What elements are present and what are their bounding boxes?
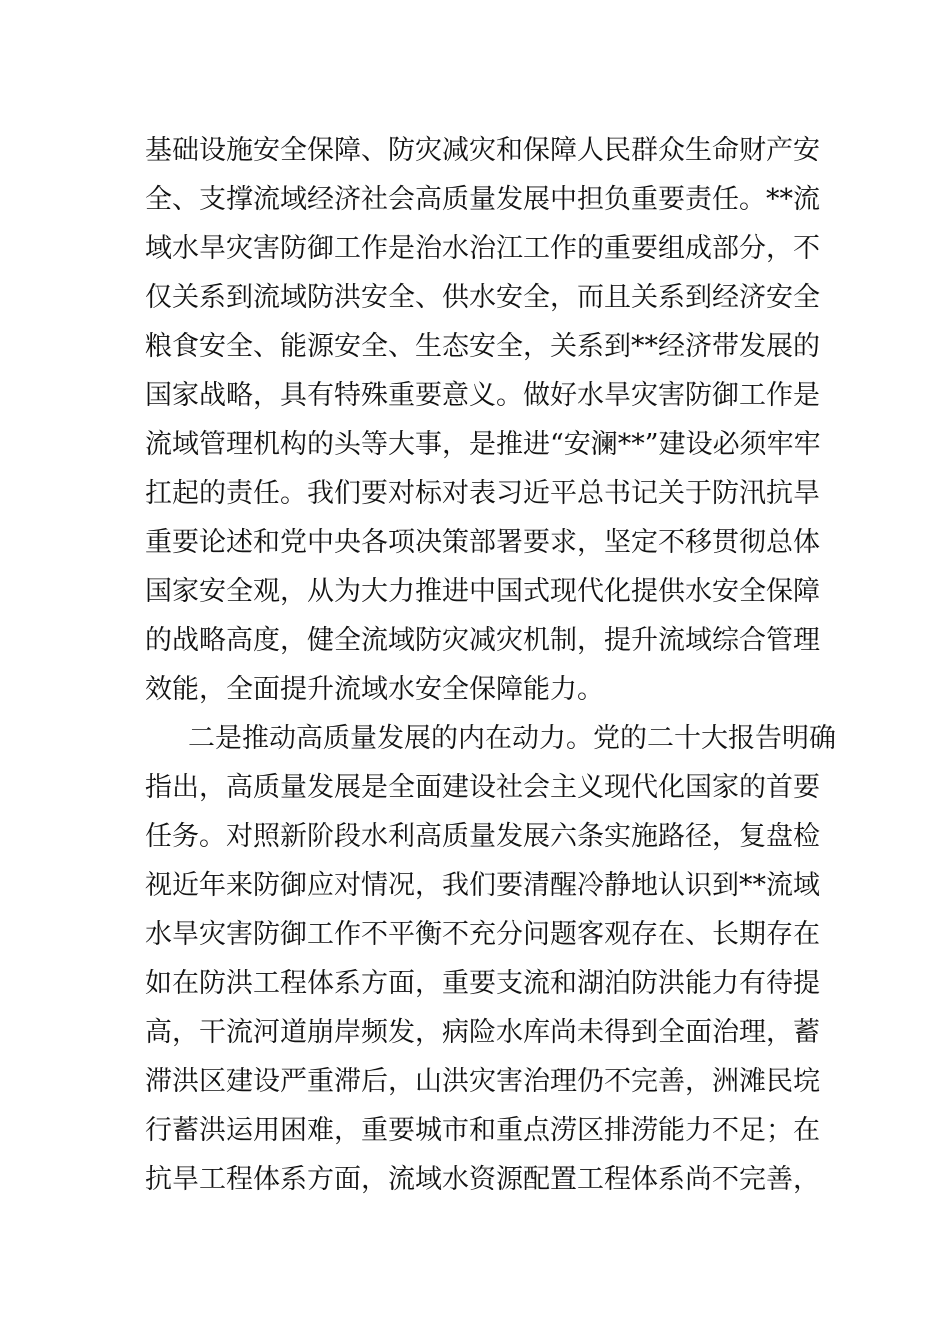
text-line: 扛起的责任。我们要对标对表习近平总书记关于防汛抗旱 (145, 478, 820, 509)
text-line: 任务。对照新阶段水利高质量发展六条实施路径，复盘检 (145, 821, 820, 852)
text-line: 域水旱灾害防御工作是治水治江工作的重要组成部分，不 (145, 233, 820, 264)
text-line: 效能，全面提升流域水安全保障能力。 (145, 674, 604, 705)
text-line: 重要论述和党中央各项决策部署要求，坚定不移贯彻总体 (145, 527, 820, 558)
text-line: 国家安全观，从为大力推进中国式现代化提供水安全保障 (145, 576, 820, 607)
text-line: 二是推动高质量发展的内在动力。党的二十大报告明确 (188, 723, 836, 754)
text-line: 仅关系到流域防洪安全、供水安全，而且关系到经济安全 (145, 282, 820, 313)
text-line: 水旱灾害防御工作不平衡不充分问题客观存在、长期存在 (145, 919, 820, 950)
text-line: 粮食安全、能源安全、生态安全，关系到**经济带发展的 (145, 331, 820, 362)
body-text (145, 126, 836, 1204)
paragraph-2 (145, 714, 836, 1204)
text-line: 基础设施安全保障、防灾减灾和保障人民群众生命财产安 (145, 135, 820, 166)
text-line: 高，干流河道崩岸频发，病险水库尚未得到全面治理，蓄 (145, 1017, 820, 1048)
text-line: 全、支撑流域经济社会高质量发展中担负重要责任。**流 (145, 184, 820, 215)
text-line: 滞洪区建设严重滞后，山洪灾害治理仍不完善，洲滩民垸 (145, 1066, 820, 1097)
text-line: 视近年来防御应对情况，我们要清醒冷静地认识到**流域 (145, 870, 820, 901)
text-line: 的战略高度，健全流域防灾减灾机制，提升流域综合管理 (145, 625, 820, 656)
text-line: 如在防洪工程体系方面，重要支流和湖泊防洪能力有待提 (145, 968, 820, 999)
text-line: 行蓄洪运用困难，重要城市和重点涝区排涝能力不足；在 (145, 1115, 820, 1146)
text-line: 抗旱工程体系方面，流域水资源配置工程体系尚不完善， (145, 1164, 820, 1195)
paragraph-1 (145, 126, 821, 714)
text-line: 流域管理机构的头等大事，是推进“安澜**”建设必须牢牢 (145, 429, 821, 460)
text-line: 指出，高质量发展是全面建设社会主义现代化国家的首要 (145, 772, 820, 803)
text-line: 国家战略，具有特殊重要意义。做好水旱灾害防御工作是 (145, 380, 820, 411)
